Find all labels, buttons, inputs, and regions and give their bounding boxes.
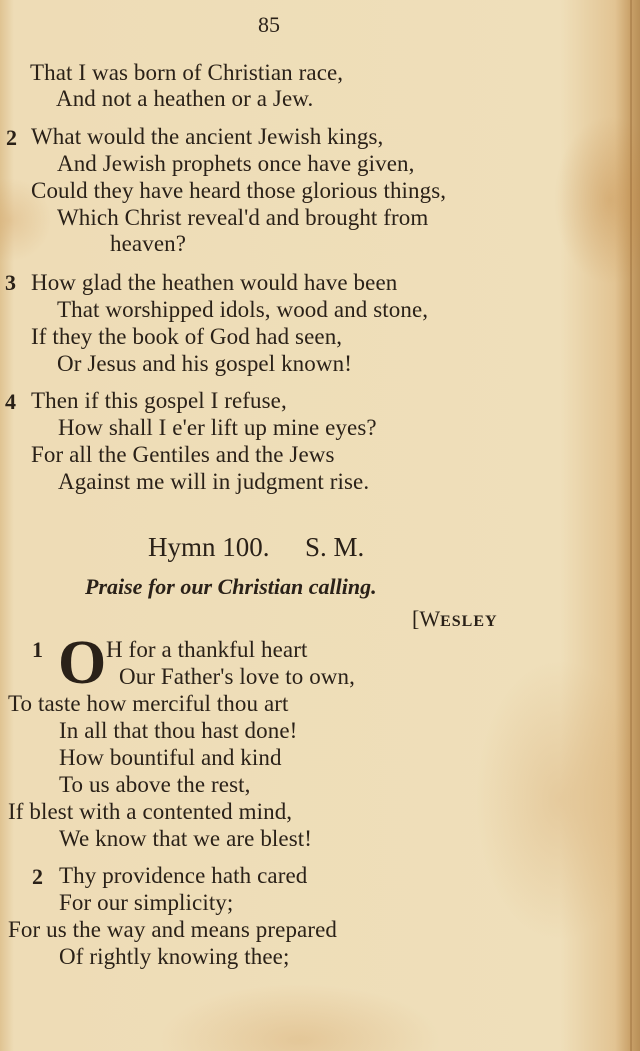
verse-line: To us above the rest, xyxy=(59,772,251,797)
verse-line: How shall I e'er lift up mine eyes? xyxy=(58,415,377,440)
author-rest: ESLEY xyxy=(440,613,498,630)
verse-line: Of rightly knowing thee; xyxy=(59,944,290,969)
verse-line: Or Jesus and his gospel known! xyxy=(57,351,352,376)
verse-line: How glad the heathen would have been xyxy=(31,270,398,295)
verse-line: To taste how merciful thou art xyxy=(8,691,289,716)
stanza-number: 2 xyxy=(32,864,43,889)
verse-line: Could they have heard those glorious things, xyxy=(31,178,447,203)
hymn-title xyxy=(148,532,364,563)
verse-line: Thy providence hath cared xyxy=(59,863,308,888)
page-edge-shadow xyxy=(630,0,632,1051)
verse-line: If they the book of God had seen, xyxy=(31,324,343,349)
hymn-meter: S. M. xyxy=(305,532,365,562)
verse-line: Against me will in judgment rise. xyxy=(58,469,370,494)
verse-line: heaven? xyxy=(110,231,187,256)
verse-line: Which Christ reveal'd and brought from xyxy=(57,205,429,230)
verse-line: We know that we are blest! xyxy=(59,826,313,851)
page-number: 85 xyxy=(258,12,280,37)
verse-line: And not a heathen or a Jew. xyxy=(56,86,314,111)
verse-line: H for a thankful heart xyxy=(106,637,308,662)
hymn-subtitle: Praise for our Christian calling. xyxy=(85,574,377,599)
verse-line: What would the ancient Jewish kings, xyxy=(31,124,384,149)
verse-line: For us the way and means prepared xyxy=(8,917,338,942)
drop-cap: O xyxy=(58,629,107,697)
stanza-number: 4 xyxy=(5,389,16,414)
stanza-number: 2 xyxy=(6,125,17,150)
hymn-author xyxy=(412,606,498,632)
verse-line: Then if this gospel I refuse, xyxy=(31,388,287,413)
verse-line: For our simplicity; xyxy=(59,890,234,915)
verse-line: That I was born of Christian race, xyxy=(30,60,344,85)
stanza-number: 1 xyxy=(32,637,43,662)
author-initial: [W xyxy=(412,606,441,631)
verse-line: That worshipped idols, wood and stone, xyxy=(57,297,429,322)
stanza-number: 3 xyxy=(5,270,16,295)
verse-line: Our Father's love to own, xyxy=(119,664,355,689)
hymn-number: Hymn 100. xyxy=(148,532,270,562)
verse-line: For all the Gentiles and the Jews xyxy=(31,442,335,467)
verse-line: How bountiful and kind xyxy=(59,745,282,770)
verse-line: If blest with a contented mind, xyxy=(8,799,293,824)
verse-line: And Jewish prophets once have given, xyxy=(57,151,415,176)
verse-line: In all that thou hast done! xyxy=(59,718,298,743)
